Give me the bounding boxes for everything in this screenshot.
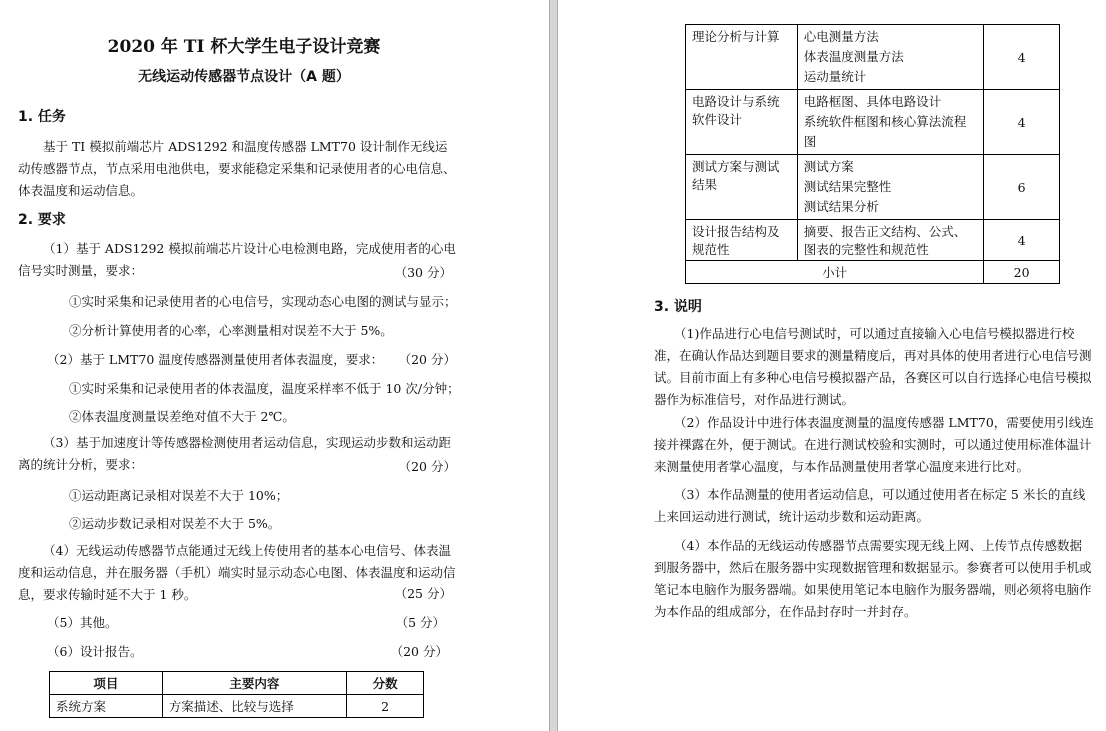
table-row — [686, 90, 1060, 155]
section-notes-heading: 3. 说明 — [654, 299, 702, 315]
table-row — [686, 220, 1060, 261]
requirement-1b: ②分析计算使用者的心率，心率测量相对误差不大于 5%。 — [69, 323, 393, 338]
report-table-header-row — [50, 672, 424, 695]
row-content: 方案描述、比较与选择 — [162, 695, 346, 718]
table-row — [686, 25, 1060, 90]
document-page-right — [558, 0, 1106, 731]
requirement-6-score: （20 分） — [390, 644, 448, 659]
header-score: 分数 — [347, 672, 424, 695]
row-score: 6 — [984, 155, 1060, 220]
requirement-1-score: （30 分） — [394, 265, 452, 280]
row-item: 电路设计与系统软件设计 — [686, 90, 798, 155]
document-subtitle: 无线运动传感器节点设计（A 题） — [138, 69, 350, 85]
note-4: （4）本作品的无线运动传感器节点需要实现无线上网、上传节点传感数据到服务器中，然后在服务器中实现数据管理和数据显示。参赛者可以使用手机或笔记本电脑作为服务器端。如果使用笔记本电脑作为服务器端，则必须将电脑作为本作品的组成部分，在作品封存时一并封存。 — [654, 538, 1092, 619]
requirement-2a: ①实时采集和记录使用者的体表温度，温度采样率不低于 10 次/分钟； — [69, 381, 460, 396]
subtotal-value: 20 — [984, 261, 1060, 284]
row-score: 2 — [347, 695, 424, 718]
requirement-1: （1）基于 ADS1292 模拟前端芯片设计心电检测电路，完成使用者的心电信号实时测量，要求： — [18, 241, 456, 278]
requirement-1a: ①实时采集和记录使用者的心电信号，实现动态心电图的测试与显示； — [69, 294, 457, 309]
requirement-5-score: （5 分） — [395, 615, 445, 630]
requirement-2-score: （20 分） — [398, 352, 456, 367]
row-content: 摘要、报告正文结构、公式、图表的完整性和规范性 — [797, 220, 983, 261]
requirement-5: （5）其他。 — [47, 615, 118, 630]
row-item: 理论分析与计算 — [686, 25, 798, 90]
row-item: 测试方案与测试结果 — [686, 155, 798, 220]
header-item: 项目 — [50, 672, 163, 695]
row-score: 4 — [984, 90, 1060, 155]
row-content: 测试方案 测试结果完整性 测试结果分析 — [797, 155, 983, 220]
row-score: 4 — [984, 25, 1060, 90]
requirement-3: （3）基于加速度计等传感器检测使用者运动信息，实现运动步数和运动距离的统计分析，要求： — [18, 435, 451, 472]
requirement-4: （4）无线运动传感器节点能通过无线上传使用者的基本心电信号、体表温度和运动信息，并在服务器（手机）端实时显示动态心电图、体表温度和运动信息，要求传输时延不大于 1 秒。 — [18, 543, 456, 602]
task-paragraph: 基于 TI 模拟前端芯片 ADS1292 和温度传感器 LMT70 设计制作无线运动传感器节点，节点采用电池供电，要求能稳定采集和记录使用者的心电信息、体表温度和运动信息。 — [18, 139, 456, 198]
requirement-2: （2）基于 LMT70 温度传感器测量使用者体表温度，要求： — [47, 352, 384, 367]
table-row — [686, 155, 1060, 220]
table-row — [50, 695, 424, 718]
subtotal-label: 小计 — [686, 261, 984, 284]
requirement-2b: ②体表温度测量误差绝对值不大于 2℃。 — [69, 409, 295, 424]
row-score: 4 — [984, 220, 1060, 261]
table-subtotal-row — [686, 261, 1060, 284]
note-1: （1)作品进行心电信号测试时，可以通过直接输入心电信号模拟器进行校准，在确认作品达到题目要求的测量精度后，再对具体的使用者进行心电信号测试。目前市面上有多种心电信号模拟器产品，各赛区可以自行选择心电信号模拟器作为标准信号，对作品进行测试。 — [654, 326, 1092, 407]
requirement-3-score: （20 分） — [398, 459, 456, 474]
requirement-3b: ②运动步数记录相对误差不大于 5%。 — [69, 516, 281, 531]
section-requirements-heading: 2. 要求 — [18, 212, 66, 228]
row-content: 心电测量方法 体表温度测量方法 运动量统计 — [797, 25, 983, 90]
document-page-left — [0, 0, 549, 731]
row-item: 设计报告结构及规范性 — [686, 220, 798, 261]
note-3: （3）本作品测量的使用者运动信息，可以通过使用者在标定 5 米长的直线上来回运动进行测试，统计运动步数和运动距离。 — [654, 487, 1086, 524]
page-gutter — [549, 0, 558, 731]
report-table-part1 — [49, 671, 424, 718]
requirement-4-score: （25 分） — [394, 586, 452, 601]
report-table-part2 — [685, 24, 1060, 284]
section-task-heading: 1. 任务 — [18, 109, 66, 125]
note-2: （2）作品设计中进行体表温度测量的温度传感器 LMT70，需要使用引线连接并裸露在外，便于测试。在进行测试校验和实测时，可以通过使用标准体温计来测量使用者掌心温度，与本作品测量使用者掌心温度来进行比对。 — [654, 415, 1094, 474]
requirement-6: （6）设计报告。 — [47, 644, 143, 659]
document-title: 2020 年 TI 杯大学生电子设计竞赛 — [107, 37, 381, 57]
row-item: 系统方案 — [50, 695, 163, 718]
row-content: 电路框图、具体电路设计 系统软件框图和核心算法流程图 — [797, 90, 983, 155]
header-content: 主要内容 — [162, 672, 346, 695]
requirement-3a: ①运动距离记录相对误差不大于 10%； — [69, 488, 289, 503]
